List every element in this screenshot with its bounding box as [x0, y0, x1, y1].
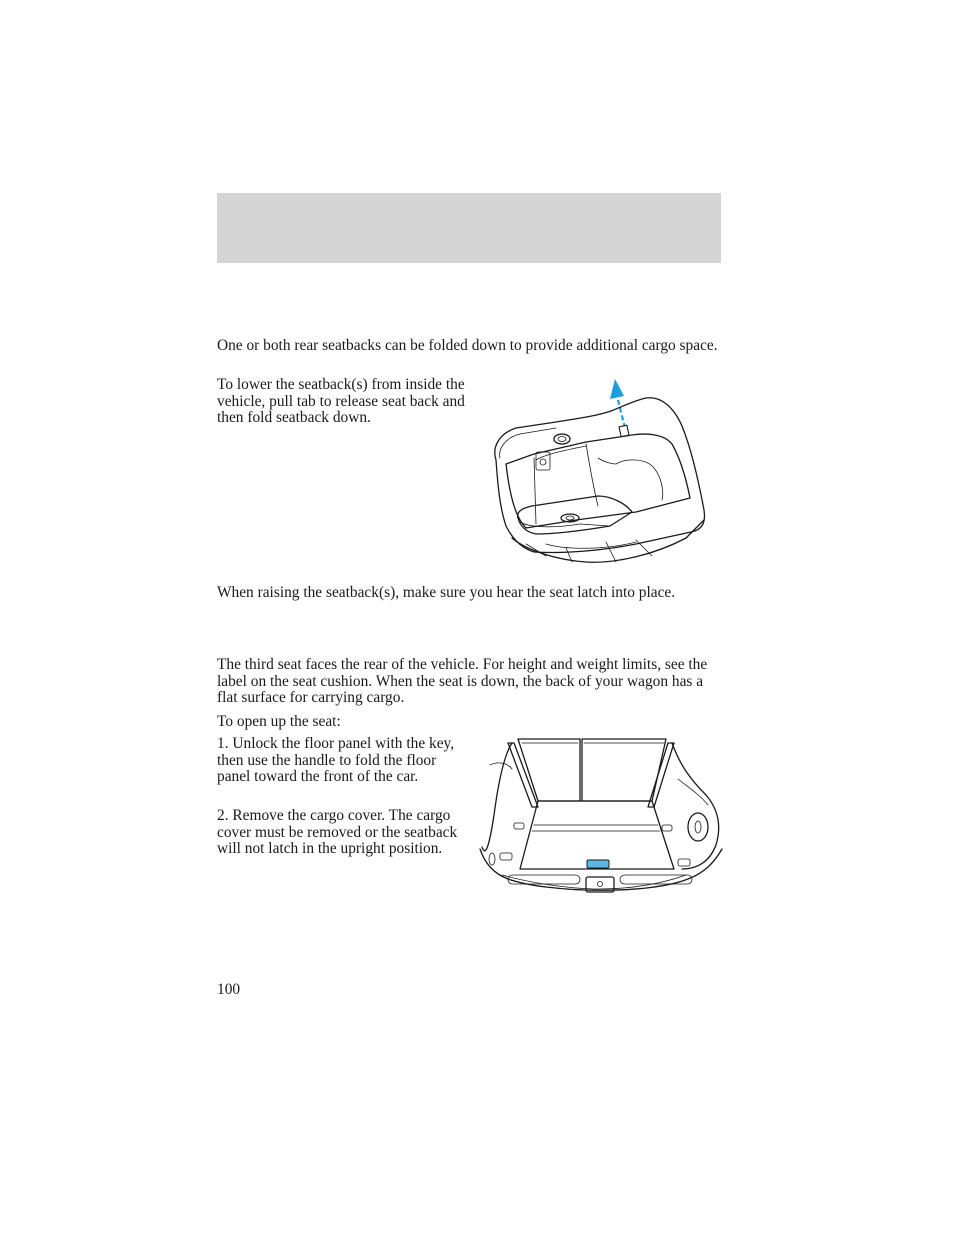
pull-arrow-head: [610, 379, 624, 399]
cargo-area-illustration: [478, 735, 724, 899]
raising-seatback-note: When raising the seatback(s), make sure you hear the seat latch into place.: [217, 584, 676, 601]
floor-handle: [587, 860, 609, 868]
step-2: 2. Remove the cargo cover. The cargo cover must be removed or the seatback will not latch in the upright position.: [217, 807, 458, 858]
pull-arrow-shaft: [617, 396, 625, 428]
release-tab: [619, 425, 629, 436]
page-number: 100: [217, 981, 241, 998]
section-header-band: [217, 193, 721, 263]
rear-seat-illustration: [486, 378, 718, 574]
lower-seatback-instructions: To lower the seatback(s) from inside the vehicle, pull tab to release seat back and then fold seatback down.: [217, 376, 465, 427]
step-1: 1. Unlock the floor panel with the key, then use the handle to fold the floor panel toward the front of the car.: [217, 735, 455, 786]
third-seat-paragraph: The third seat faces the rear of the vehicle. For height and weight limits, see the label on the seat cushion. When the seat is down, the back of your wagon has a flat surface for carrying cargo.: [217, 656, 708, 707]
open-seat-intro: To open up the seat:: [217, 713, 341, 730]
intro-paragraph: One or both rear seatbacks can be folded down to provide additional cargo space.: [217, 337, 718, 354]
